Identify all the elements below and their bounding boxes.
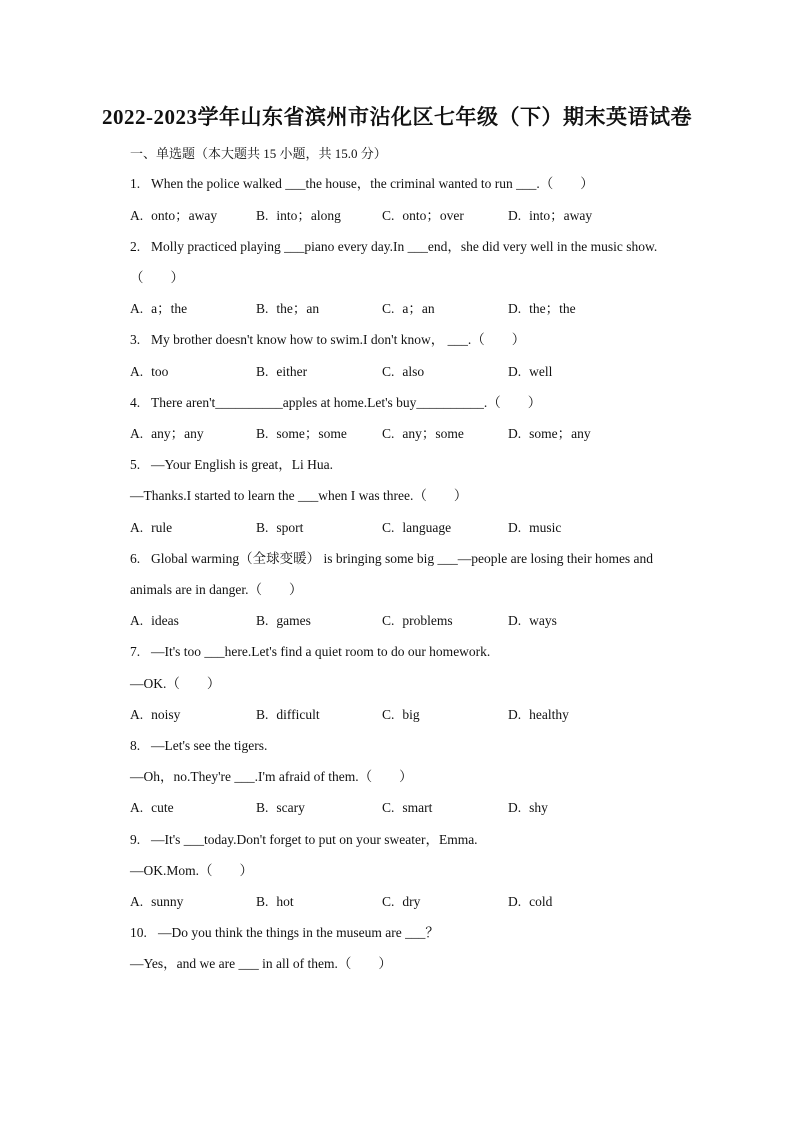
option-d[interactable]: D. cold (508, 894, 553, 909)
option-c[interactable]: C. dry (382, 894, 421, 909)
question-5-stem-cont: —Thanks.I started to learn the ___when I was three.（ ） (130, 488, 468, 503)
option-b[interactable]: B. the；an (256, 301, 320, 316)
question-number: 2. (130, 239, 141, 254)
option-b[interactable]: B. difficult (256, 707, 320, 722)
question-2-stem (130, 238, 657, 256)
question-number: 4. (130, 395, 141, 410)
question-8-stem-cont: —Oh，no.They're ___.I'm afraid of them.（ ） (130, 769, 413, 784)
question-3-options (130, 363, 670, 381)
question-number: 7. (130, 644, 141, 659)
question-10-stem-cont: —Yes，and we are ___ in all of them.（ ） (130, 956, 392, 971)
question-2-options (130, 300, 670, 318)
option-c[interactable]: C. any；some (382, 426, 464, 441)
question-text: —Let's see the tigers. (151, 738, 268, 753)
question-9-stem (130, 831, 478, 849)
option-b[interactable]: B. sport (256, 520, 304, 535)
option-d[interactable]: D. shy (508, 800, 548, 815)
option-d[interactable]: D. some；any (508, 426, 591, 441)
question-number: 6. (130, 551, 141, 566)
option-c[interactable]: C. onto；over (382, 208, 464, 223)
question-number: 3. (130, 332, 141, 347)
option-d[interactable]: D. music (508, 520, 562, 535)
question-text: When the police walked ___the house，the criminal wanted to run ___.（ ） (151, 176, 594, 191)
question-9-stem-cont: —OK.Mom.（ ） (130, 863, 254, 878)
option-a[interactable]: A. onto；away (130, 208, 218, 223)
question-number: 1. (130, 176, 141, 191)
option-c[interactable]: C. smart (382, 800, 433, 815)
option-d[interactable]: D. into；away (508, 208, 593, 223)
option-a[interactable]: A. a；the (130, 301, 188, 316)
question-text: —Do you think the things in the museum are ___？ (158, 925, 439, 940)
question-text: Molly practiced playing ___piano every day.In ___end，she did very well in the music show. (151, 239, 658, 254)
question-number: 5. (130, 457, 141, 472)
option-b[interactable]: B. hot (256, 894, 294, 909)
option-b[interactable]: B. some；some (256, 426, 347, 441)
option-b[interactable]: B. games (256, 613, 311, 628)
option-a[interactable]: A. any；any (130, 426, 204, 441)
option-d[interactable]: D. ways (508, 613, 557, 628)
question-8-stem (130, 737, 267, 755)
question-number: 8. (130, 738, 141, 753)
question-text: My brother doesn't know how to swim.I don't know， ___.（ ） (151, 332, 526, 347)
option-a[interactable]: A. rule (130, 520, 173, 535)
question-6-stem-cont: animals are in danger.（ ） (130, 582, 303, 597)
option-c[interactable]: C. language (382, 520, 452, 535)
option-c[interactable]: C. problems (382, 613, 453, 628)
question-1-options (130, 207, 670, 225)
option-b[interactable]: B. into；along (256, 208, 341, 223)
question-4-options (130, 425, 670, 443)
question-7-stem-cont: —OK.（ ） (130, 676, 221, 691)
option-b[interactable]: B. either (256, 364, 308, 379)
option-a[interactable]: A. cute (130, 800, 174, 815)
question-text: —Your English is great，Li Hua. (151, 457, 333, 472)
option-a[interactable]: A. ideas (130, 613, 179, 628)
option-d[interactable]: D. the；the (508, 301, 576, 316)
question-10-stem (130, 924, 439, 942)
question-3-stem (130, 331, 525, 349)
option-c[interactable]: C. also (382, 364, 425, 379)
option-a[interactable]: A. sunny (130, 894, 184, 909)
option-b[interactable]: B. scary (256, 800, 305, 815)
question-text: —It's too ___here.Let's find a quiet room to do our homework. (151, 644, 491, 659)
question-6-stem (130, 550, 653, 568)
option-a[interactable]: A. noisy (130, 707, 181, 722)
option-a[interactable]: A. too (130, 364, 169, 379)
question-9-options (130, 893, 670, 911)
question-2-stem-cont: （ ） (130, 270, 184, 285)
question-number: 10. (130, 925, 147, 940)
option-d[interactable]: D. well (508, 364, 553, 379)
question-7-options (130, 706, 670, 724)
question-text: Global warming（全球变暖） is bringing some big ___—people are losing their homes and (151, 551, 654, 566)
question-text: There aren't__________apples at home.Let's buy__________.（ ） (151, 395, 542, 410)
question-8-options (130, 799, 670, 817)
question-7-stem (130, 643, 490, 661)
section-heading: 一、单选题（本大题共 15 小题，共 15.0 分） (130, 146, 387, 161)
page-title: 2022-2023学年山东省滨州市沾化区七年级（下）期末英语试卷 (102, 105, 692, 129)
question-5-options (130, 519, 670, 537)
option-d[interactable]: D. healthy (508, 707, 569, 722)
option-c[interactable]: C. a；an (382, 301, 435, 316)
question-6-options (130, 612, 670, 630)
question-4-stem (130, 394, 541, 412)
option-c[interactable]: C. big (382, 707, 420, 722)
question-number: 9. (130, 832, 141, 847)
question-5-stem (130, 456, 333, 474)
question-text: —It's ___today.Don't forget to put on your sweater，Emma. (151, 832, 478, 847)
question-1-stem (130, 175, 594, 193)
